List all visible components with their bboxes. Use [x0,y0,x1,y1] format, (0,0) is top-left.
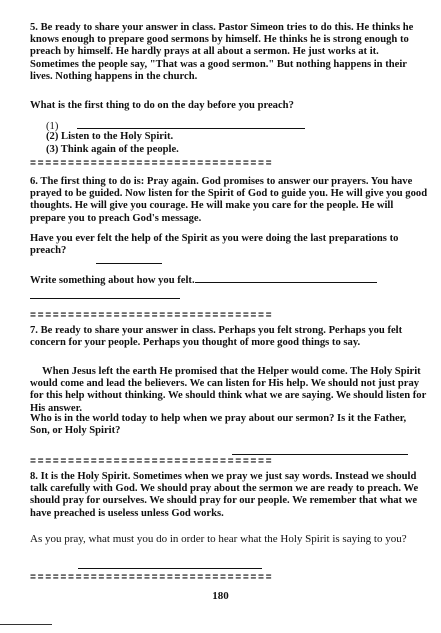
section-5-question: What is the first thing to do on the day before you preach? [30,100,294,111]
option-2: (2) Listen to the Holy Spirit. [46,131,174,142]
separator-line: ================================ [30,160,274,170]
option-1: (1) [46,118,305,133]
section-8-paragraph: 8. It is the Holy Spirit. Sometimes when we pray we just say words. Instead we should talk carefully with God. We should pray about the sermon we are ready to preach. We should pray for ourselves. We should pray for our people. We remember that what we have preached is useless unless God works. [30,471,419,519]
section-7-paragraph-2: When Jesus left the earth He promised that the Helper would come. The Holy Spirit would come and lead the believers. We can listen for His help. We should not just pray for this help without thinking. We should think what we are saying. We should listen for His answer. [30,366,427,414]
separator-line: ================================ [30,574,274,584]
section-6-question: Have you ever felt the help of the Spirit as you were doing the last preparations to preach? [30,233,399,257]
answer-blank-hear[interactable] [78,558,262,569]
section-6-paragraph: 6. The first thing to do is: Pray again. God promises to answer our prayers. You have prayed to be guided. Now listen for the Spirit of God to guide you. He will give you good thoughts. He will give you courage. He will make you care for the people. He will prepare you to preach God's message. [30,176,428,224]
section-8-question: As you pray, what must you do in order to hear what the Holy Spirit is saying to you? [30,533,407,545]
section-7-question: Who is in the world today to help when we pray about our sermon? Is it the Father, Son, or Holy Spirit? [30,413,407,437]
section-6-write-prompt: Write something about how you felt. [30,272,428,287]
answer-blank-1[interactable] [77,118,305,129]
separator-line: ================================ [30,312,274,322]
answer-blank-write-2[interactable] [30,288,180,299]
separator-line: ================================ [30,458,274,468]
section-5-paragraph: 5. Be ready to share your answer in class. Pastor Simeon tries to do this. He thinks he knows enough to prepare good sermons by himself. He thinks he is strong enough to preach by himself. He hardly prays at all about a sermon. He just works at it. Sometimes the people say, "That was a good sermon." But nothing happens in their lives. Nothing happens in the church. [30,22,414,82]
section-7-paragraph: 7. Be ready to share your answer in class. Perhaps you felt strong. Perhaps you felt concern for your people. Perhaps you thought of more good things to say. [30,325,403,349]
answer-blank-who[interactable] [232,444,408,455]
page-edge-line [0,624,52,625]
option-3: (3) Think again of the people. [46,144,179,155]
page-number: 180 [212,590,229,602]
answer-blank-write[interactable] [195,272,377,283]
answer-blank-feel[interactable] [96,253,162,264]
